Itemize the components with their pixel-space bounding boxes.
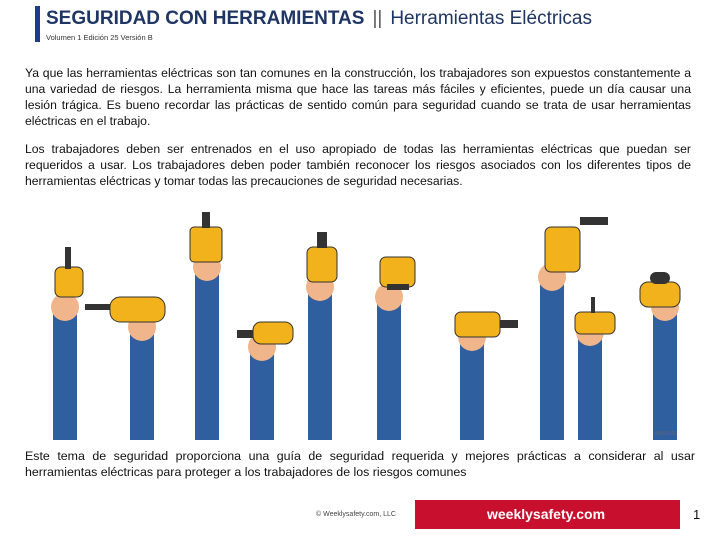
brand-logo-text: weeklysafety.com xyxy=(487,506,606,522)
footer-copyright: © Weeklysafety.com, LLC xyxy=(316,511,396,518)
image-code: 00001000 xyxy=(655,431,678,437)
volume-edition: Volumen 1 Edición 25 Versión B xyxy=(46,33,153,42)
title-subtitle: Herramientas Eléctricas xyxy=(390,8,592,29)
footer-brand-bar xyxy=(415,500,680,529)
header-accent-bar xyxy=(35,6,40,42)
title-main: SEGURIDAD CON HERRAMIENTAS xyxy=(46,8,365,29)
page-title xyxy=(46,8,592,30)
training-paragraph: Los trabajadores deben ser entrenados en el uso apropiado de todas las herramientas eléctricas que puedan ser requeridos a usar. Los trabajadores deben poder también reconocer los riesgos asociados con los diferentes tipos de herramientas eléctricas y tomar todas las precauciones de seguridad necesarias. xyxy=(25,142,691,188)
page-number-box xyxy=(680,500,710,529)
title-separator: || xyxy=(372,8,383,29)
hands-holding-power-tools-illustration xyxy=(25,212,695,440)
page-number: 1 xyxy=(693,507,701,522)
summary-paragraph: Este tema de seguridad proporciona una guía de seguridad requerida y mejores prácticas a considerar al usar herramientas eléctricas para proteger a los trabajadores de los riesgos comunes xyxy=(25,449,695,479)
intro-paragraph: Ya que las herramientas eléctricas son tan comunes en la construcción, los trabajadores son expuestos constantemente a una variedad de riesgos. La herramienta misma que hace las tareas más fáciles y eficientes, puede un día causar una lesión trágica. Es bueno recordar las prácticas de sentido común para seguridad cuando se trata de usar herramientas eléctricas en el trabajo. xyxy=(25,66,691,128)
